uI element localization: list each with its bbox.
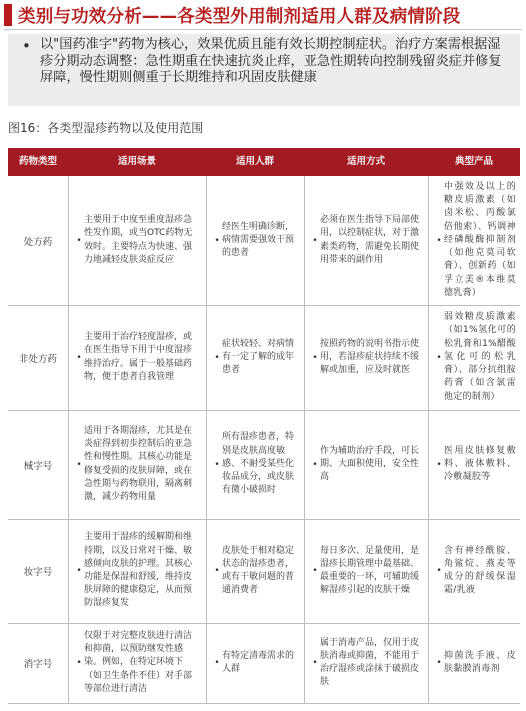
page-title: 类别与功效分析——各类型外用制剂适用人群及病情阶段	[18, 7, 461, 27]
bullet-icon: •	[312, 235, 318, 246]
summary-text: 以"国药准字"药物为核心，效果优质且能有效长期控制症状。治疗方案需根据湿疹分期动态调整：急性期重在快速抗炎止痒，亚急性期转向控制残留炎症并修复屏障，慢性期则侧重于长期维持和巩固皮肤健康	[40, 37, 502, 85]
bullet-icon: •	[436, 352, 442, 363]
cell-crowd	[206, 519, 304, 623]
bullet-icon: •	[76, 459, 82, 470]
title-accent-bar	[4, 4, 12, 26]
cell-method	[304, 305, 428, 410]
cell-product	[428, 623, 520, 703]
header-crowd: 适用人群	[235, 156, 274, 167]
column-divider	[206, 176, 207, 704]
cell-crowd-text: 症状较轻、对病情有一定了解的成年患者	[222, 338, 295, 376]
bullet-icon: •	[214, 566, 220, 576]
bullet-icon: •	[436, 235, 442, 246]
bullet-icon: •	[312, 566, 318, 576]
bullet-icon: •	[436, 658, 442, 668]
cell-method-text: 作为辅助治疗手段，可长期、大面积使用，安全性高	[320, 445, 420, 483]
bullet-icon: •	[214, 352, 220, 363]
cell-crowd	[206, 176, 304, 305]
column-divider	[304, 176, 305, 704]
cell-scene-text: 适用于各期湿疹，尤其是在炎症得到初步控制后的亚急性和慢性期。其核心功能是修复受损的皮肤屏障，或在急性期与药物联用，隔离刺激，减少药物用量	[84, 425, 193, 502]
cell-scene-text: 主要用于中度至重度湿疹急性发作期，或当OTC药物无效时。主要特点为快速、强力地减轻皮肤炎症反应	[84, 215, 193, 265]
figure-title: 图16：各类型湿疹药物以及使用范围	[8, 121, 204, 135]
column-divider	[68, 176, 69, 704]
cell-scene-text: 主要用于治疗轻度湿疹，或在医生指导下用于中度湿疹维持治疗。属于一般基础药物，便于患者自我管理	[84, 332, 193, 382]
bullet-icon: •	[436, 459, 442, 470]
cell-method	[304, 176, 428, 305]
bullet-icon: •	[312, 459, 318, 470]
cell-product-text: 抑菌洗手液、皮肤黏膜消毒剂	[444, 650, 516, 674]
bullet-icon: •	[76, 658, 82, 668]
cell-product	[428, 305, 520, 410]
cell-drug-type: 消字号	[23, 659, 53, 670]
table-header-row	[8, 148, 520, 176]
cell-method-text: 按照药物的说明书指示使用，若湿疹症状持续不缓解或加重，应及时就医	[320, 338, 420, 376]
cell-method-text: 每日多次、足量使用，是湿疹长期管理中最基础、最重要的一环，可辅助缓解湿疹引起的皮肤干燥	[320, 545, 420, 596]
summary-bullet-icon: •	[22, 37, 31, 55]
cell-product-text: 弱效糖皮质激素（如1%氢化可的松乳膏和1%醋酸氢化可的松乳膏）、部分抗组胺药膏（如含氯雷他定的制剂）	[444, 312, 516, 402]
bullet-icon: •	[76, 352, 82, 363]
cell-scene-text: 主要用于湿疹的缓解期和维持期，以及日常对干燥、敏感倾向皮肤的护理。其核心功能是保湿和舒缓，维持皮肤屏障的健康稳定，从而预防湿疹复发	[84, 532, 193, 609]
cell-product	[428, 519, 520, 623]
cell-scene	[68, 305, 206, 410]
bullet-icon: •	[214, 658, 220, 668]
table-row	[8, 305, 520, 411]
cell-scene	[68, 623, 206, 703]
cell-product-text: 医用皮肤修复敷料、液体敷料、冷敷凝胶等	[444, 445, 516, 483]
cell-product-text: 中强效及以上的糖皮质激素（如卤米松、丙酸氯倍他索）、钙调神经磷酸酶抑制剂（如他克莫司软膏）、创新药（如孚立美®本维莫德乳膏）	[444, 182, 516, 298]
table-row	[8, 623, 520, 704]
bullet-icon: •	[214, 459, 220, 470]
table-row	[8, 519, 520, 624]
cell-method	[304, 519, 428, 623]
cell-scene	[68, 410, 206, 519]
cell-crowd	[206, 305, 304, 410]
cell-product	[428, 410, 520, 519]
bullet-icon: •	[76, 235, 82, 246]
bullet-icon: •	[436, 566, 442, 576]
bullet-icon: •	[312, 352, 318, 363]
drug-usage-table	[8, 148, 520, 704]
cell-scene-text: 仅限于对完整皮肤进行清洁和抑菌，以预防继发性感染。例如，在特定环境下（如卫生条件不佳）对手部等部位进行清洁	[84, 630, 193, 694]
table-row	[8, 176, 520, 306]
cell-crowd	[206, 623, 304, 703]
cell-method	[304, 623, 428, 703]
cell-method-text: 必须在医生指导下局部使用，以控制症状，对于激素类药物，需避免长期使用带来的副作用	[320, 215, 420, 265]
table-row	[8, 410, 520, 520]
cell-crowd-text: 经医生明确诊断，病情需要强效干预的患者	[222, 221, 295, 259]
cell-crowd-text: 所有湿疹患者，特别是皮肤高度敏感、不耐受某些化妆品成分，或皮肤有微小破损时	[222, 432, 295, 496]
header-product: 典型产品	[454, 156, 493, 167]
header-drug-type: 药物类型	[18, 156, 57, 167]
cell-scene	[68, 176, 206, 305]
bullet-icon: •	[312, 658, 318, 668]
cell-crowd	[206, 410, 304, 519]
column-divider	[428, 176, 429, 704]
cell-method-text: 属于消毒产品，仅用于皮肤消毒或抑菌，不能用于治疗湿疹或涂抹于破损皮肤	[320, 637, 420, 688]
bullet-icon: •	[214, 235, 220, 246]
cell-method	[304, 410, 428, 519]
header-method: 适用方式	[346, 156, 385, 167]
cell-drug-type: 械字号	[23, 460, 53, 472]
cell-scene	[68, 519, 206, 623]
bullet-icon: •	[76, 566, 82, 576]
header-scene: 适用场景	[117, 156, 156, 167]
cell-drug-type: 妆字号	[23, 567, 53, 578]
cell-product	[428, 176, 520, 305]
cell-crowd-text: 有特定清毒需求的人群	[222, 650, 295, 674]
cell-product-text: 含有神经酰胺、角鲨烷、燕麦等成分的舒缓保湿霜/乳液	[444, 545, 516, 596]
cell-drug-type: 处方药	[23, 236, 53, 248]
slide-header	[0, 0, 526, 30]
cell-drug-type: 非处方药	[18, 353, 57, 365]
cell-crowd-text: 皮肤处于相对稳定状态的湿疹患者，或有干敏问题的普通消费者	[222, 545, 295, 596]
title-divider	[4, 29, 522, 30]
summary-box	[8, 34, 520, 106]
